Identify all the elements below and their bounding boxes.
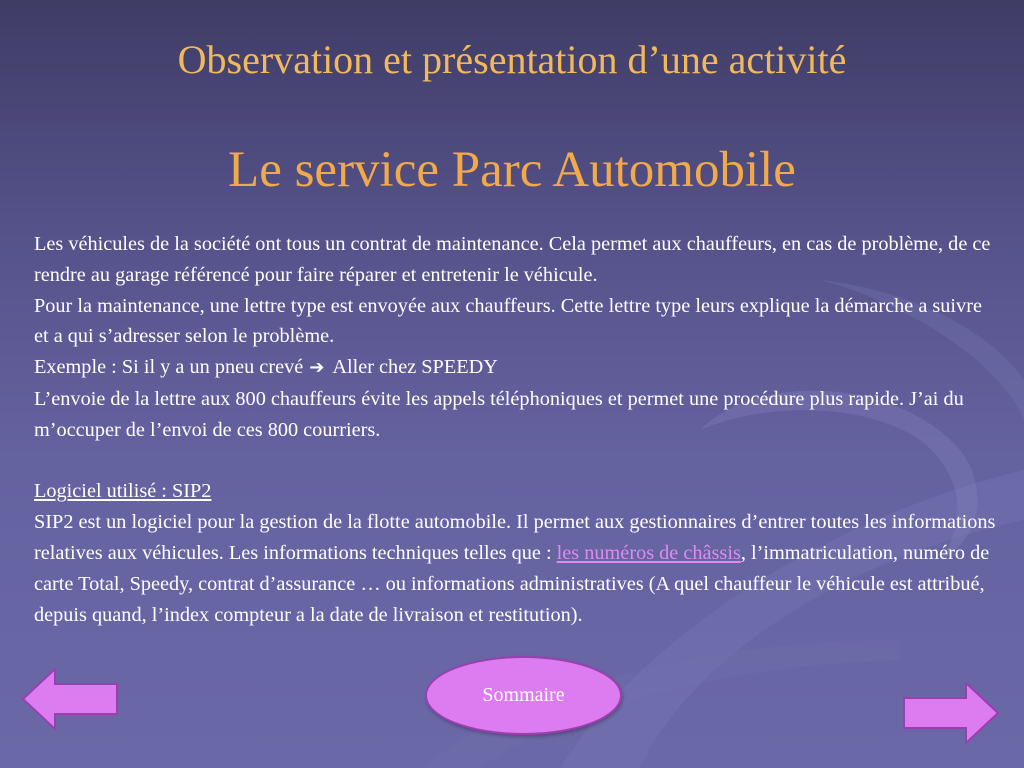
paragraph-letter-sending: L’envoie de la lettre aux 800 chauffeurs évite les appels téléphoniques et permet une procédure plus rapide. J’ai du m’occuper de l’envoi de ces 800 courriers.	[34, 387, 964, 441]
right-arrow-icon: ➔	[309, 357, 325, 379]
slide-title: Observation et présentation d’une activité	[177, 37, 847, 82]
right-arrow-icon	[904, 683, 998, 743]
software-text-before-link: SIP2 est un logiciel pour la gestion de la flotte automobile. Il permet aux gestionnaires d’entrer toutes les informations relatives aux véhicules. Les informations techniques telles que :	[34, 511, 996, 564]
summary-button[interactable]: Sommaire	[425, 656, 622, 735]
slide-subtitle: Le service Parc Automobile	[228, 142, 796, 198]
left-arrow-icon	[23, 669, 117, 729]
software-heading: Logiciel utilisé : SIP2	[34, 480, 212, 503]
paragraph-letter-type: Pour la maintenance, une lettre type est envoyée aux chauffeurs. Cette lettre type leurs explique la démarche a suivre et a qui s’adresser selon le problème.	[34, 294, 982, 348]
next-slide-button[interactable]	[903, 682, 999, 744]
slide-body	[34, 229, 1000, 630]
previous-slide-button[interactable]	[22, 668, 118, 730]
chassis-numbers-link[interactable]: les numéros de châssis	[556, 541, 741, 564]
example-suffix: Aller chez SPEEDY	[332, 356, 498, 379]
paragraph-software-description	[34, 507, 1000, 630]
spacer	[34, 446, 1000, 477]
software-text-after-link: , l’immatriculation, numéro de carte Total, Speedy, contrat d’assurance … ou informations administratives (A quel chauffeur le véhicule est attribué, depuis quand, l’index compteur a la date de livraison et restitution).	[34, 541, 990, 626]
paragraph-maintenance-contract: Les véhicules de la société ont tous un contrat de maintenance. Cela permet aux chauffeurs, en cas de problème, de ce rendre au garage référencé pour faire réparer et entretenir le véhicule.	[34, 233, 991, 286]
example-line	[34, 352, 1000, 384]
example-prefix: Exemple : Si il y a un pneu crevé	[34, 356, 304, 379]
